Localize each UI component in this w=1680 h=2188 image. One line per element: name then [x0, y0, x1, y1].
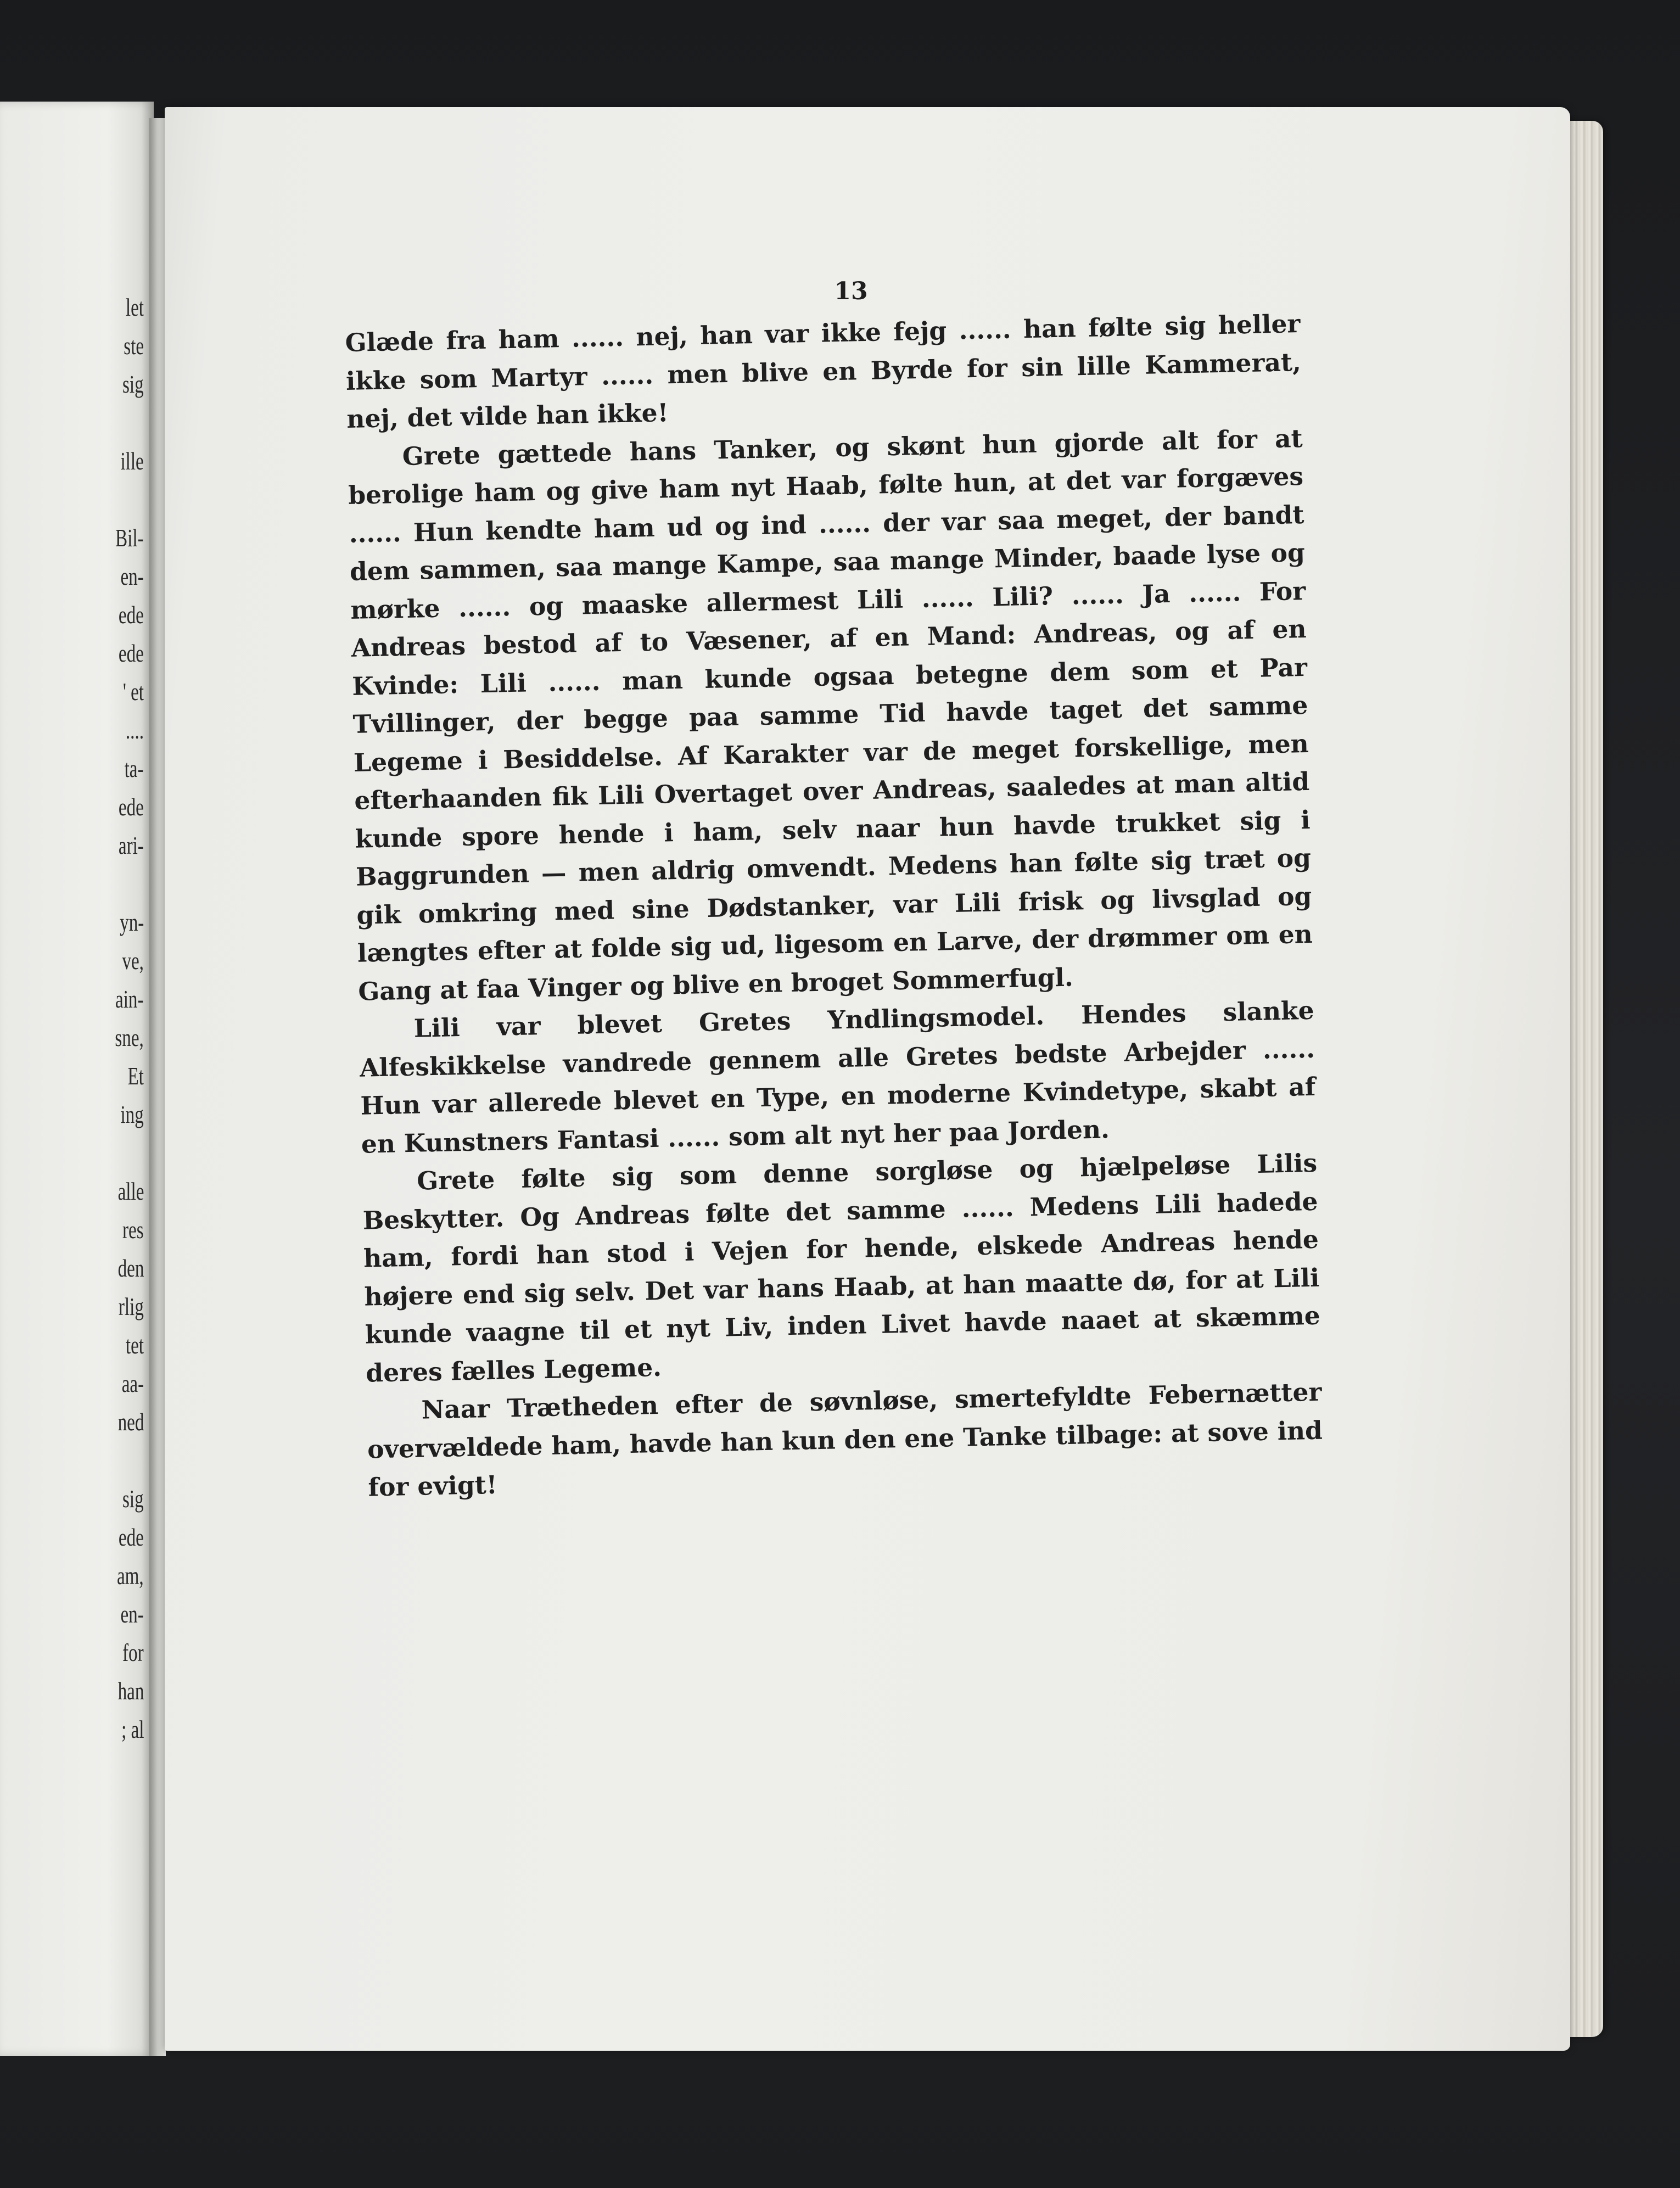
left-fragment: am, [117, 1562, 144, 1590]
left-fragment: ede [119, 639, 144, 667]
left-fragment: rlig [118, 1292, 144, 1320]
left-fragment: ; al [121, 1715, 144, 1743]
paragraph: Lili var blevet Gretes Yndlingsmodel. Hendes slanke Alfeskikkelse vandrede gennem alle Gretes bedste Arbejder ...... Hun var allerede blevet en Type, en moderne Kvindetype, skabt af en Kunstners Fantasi ...... som alt nyt her paa Jorden. [359, 995, 1316, 1159]
left-fragment: sig [122, 1485, 144, 1513]
previous-page-edge [0, 102, 154, 2056]
left-fragment: aa- [121, 1369, 144, 1397]
left-fragment: en- [120, 562, 144, 590]
left-fragment: let [125, 293, 144, 321]
left-fragment: tet [125, 1331, 144, 1359]
left-fragment: han [117, 1677, 144, 1705]
left-fragment: for [122, 1638, 144, 1666]
paragraph: Grete følte sig som denne sorgløse og hjælpeløse Lilis Beskytter. Og Andreas følte det samme ...... Medens Lili hadede ham, fordi han stod i Vejen for hende, elskede Andreas hende højere end sig selv. Det var hans Haab, at han maatte dø, for at Lili kunde vaagne til et nyt Liv, inden Livet havde naaet at skæmme deres fælles Legeme. [362, 1148, 1321, 1388]
left-fragment: .... [125, 716, 144, 744]
previous-page-text-fragments [0, 102, 154, 2056]
left-fragment: sne, [115, 1023, 144, 1051]
left-fragment: en- [120, 1600, 144, 1628]
left-fragment: ede [119, 793, 144, 821]
left-fragment: ede [119, 1523, 144, 1551]
book-page [165, 107, 1570, 2051]
book-gutter [149, 118, 166, 2056]
body-text [345, 305, 1324, 1507]
left-fragment: sig [122, 370, 144, 398]
left-fragment: ille [120, 447, 144, 475]
paragraph: Naar Trætheden efter de søvnløse, smertefyldte Febernætter overvældede ham, havde han kun den ene Tanke tilbage: at sove ind for evigt! [367, 1376, 1323, 1502]
left-fragment: ta- [125, 754, 144, 782]
left-fragment: den [117, 1254, 144, 1282]
paragraph: Grete gættede hans Tanker, og skønt hun gjorde alt for at berolige ham og give ham nyt Haab, følte hun, at det var forgæves ...... Hun kendte ham ud og ind ...... der var saa meget, der bandt dem sammen, saa mange Kampe, saa mange Minder, baade lyse og mørke ...... og maaske allermest Lili ...... Lili? ...... Ja ...... For Andreas bestod af to Væsener, af en Mand: Andreas, og af en Kvinde: Lili ...... man kunde ogsaa betegne dem som et Par Tvillinger, der begge paa samme Tid havde taget det samme Legeme i Besiddelse. Af Karakter var de meget forskellige, men efterhaanden fik Lili Overtaget over Andreas, saaledes at man altid kunde spore hende i ham, selv naar hun havde trukket sig i Baggrunden — men aldrig omvendt. Medens han følte sig træt og gik omkring med sine Dødstanker, var Lili frisk og livsglad og længtes efter at folde sig ud, ligesom en Larve, der drømmer om en Gang at faa Vinger og blive en broget Sommerfugl. [348, 423, 1313, 1006]
left-fragment: ve, [122, 947, 144, 975]
left-fragment: yn- [119, 908, 144, 936]
left-fragment: ari- [119, 831, 144, 859]
left-fragment: ' et [122, 678, 144, 706]
left-fragment: Bil- [115, 524, 144, 552]
left-fragment: ede [119, 601, 144, 629]
left-fragment: ste [124, 332, 144, 360]
left-fragment: alle [117, 1177, 144, 1205]
page-number: 13 [834, 277, 868, 305]
left-fragment: res [122, 1216, 144, 1244]
left-fragment: ain- [115, 985, 144, 1013]
paragraph: Glæde fra ham ...... nej, han var ikke fejg ...... han følte sig heller ikke som Martyr ...... men blive en Byrde for sin lille Kammerat, nej, det vilde han ikke! [345, 309, 1302, 434]
left-fragment: ing [120, 1100, 144, 1128]
left-fragment: Et [127, 1062, 144, 1090]
left-fragment: ned [117, 1408, 144, 1436]
